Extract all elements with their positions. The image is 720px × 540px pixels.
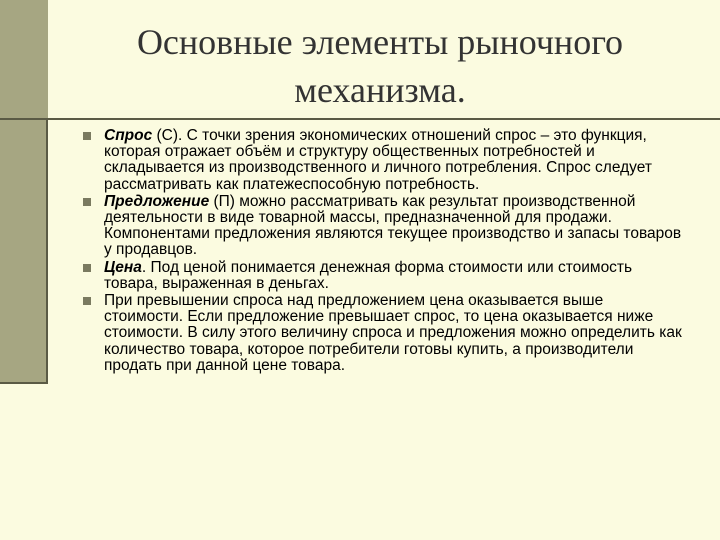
square-bullet-icon (83, 297, 91, 305)
square-bullet-icon (83, 198, 91, 206)
slide-title-line-2: механизма. (294, 70, 466, 110)
list-item-supply (83, 194, 683, 259)
square-bullet-icon (83, 132, 91, 140)
text-price: . Под ценой понимается денежная форма стоимости или стоимость товара, выраженная в деньгах. (104, 258, 633, 292)
text-demand: (С). С точки зрения экономических отношений спрос – это функция, которая отражает объём и структуру общественных потребностей и складывается из производственного и личного потребления. Спрос следует рассматривать как платежеспособную потребность. (104, 127, 652, 193)
left-decorative-bar (0, 0, 48, 384)
text-relation: При превышении спроса над предложением цена оказывается выше стоимости. Если предложение превышает спрос, то цена оказывается ниже стоимости. В силу этого величину спроса и предложения можно определить как количество товара, которое потребители готовы купить, а производители продать при данной цене товара. (104, 292, 682, 374)
term-supply: Предложение (104, 192, 210, 210)
text-supply: (П) можно рассматривать как результат производственной деятельности в виде товарной массы, предназначенной для продажи. Компонентами предложения являются текущее производство и запасы товаров у продавцов. (104, 192, 682, 259)
title-divider (0, 118, 720, 120)
list-item-demand (83, 128, 683, 193)
left-bottom-divider (0, 382, 48, 384)
slide-title (60, 18, 700, 114)
term-price: Цена (104, 258, 142, 276)
term-demand: Спрос (104, 127, 153, 144)
slide-title-line-1: Основные элементы рыночного (136, 22, 624, 62)
left-vertical-divider (46, 118, 48, 384)
bullet-list (83, 128, 683, 375)
list-item-relation (83, 293, 683, 374)
list-item-price (83, 260, 683, 292)
square-bullet-icon (83, 264, 91, 272)
